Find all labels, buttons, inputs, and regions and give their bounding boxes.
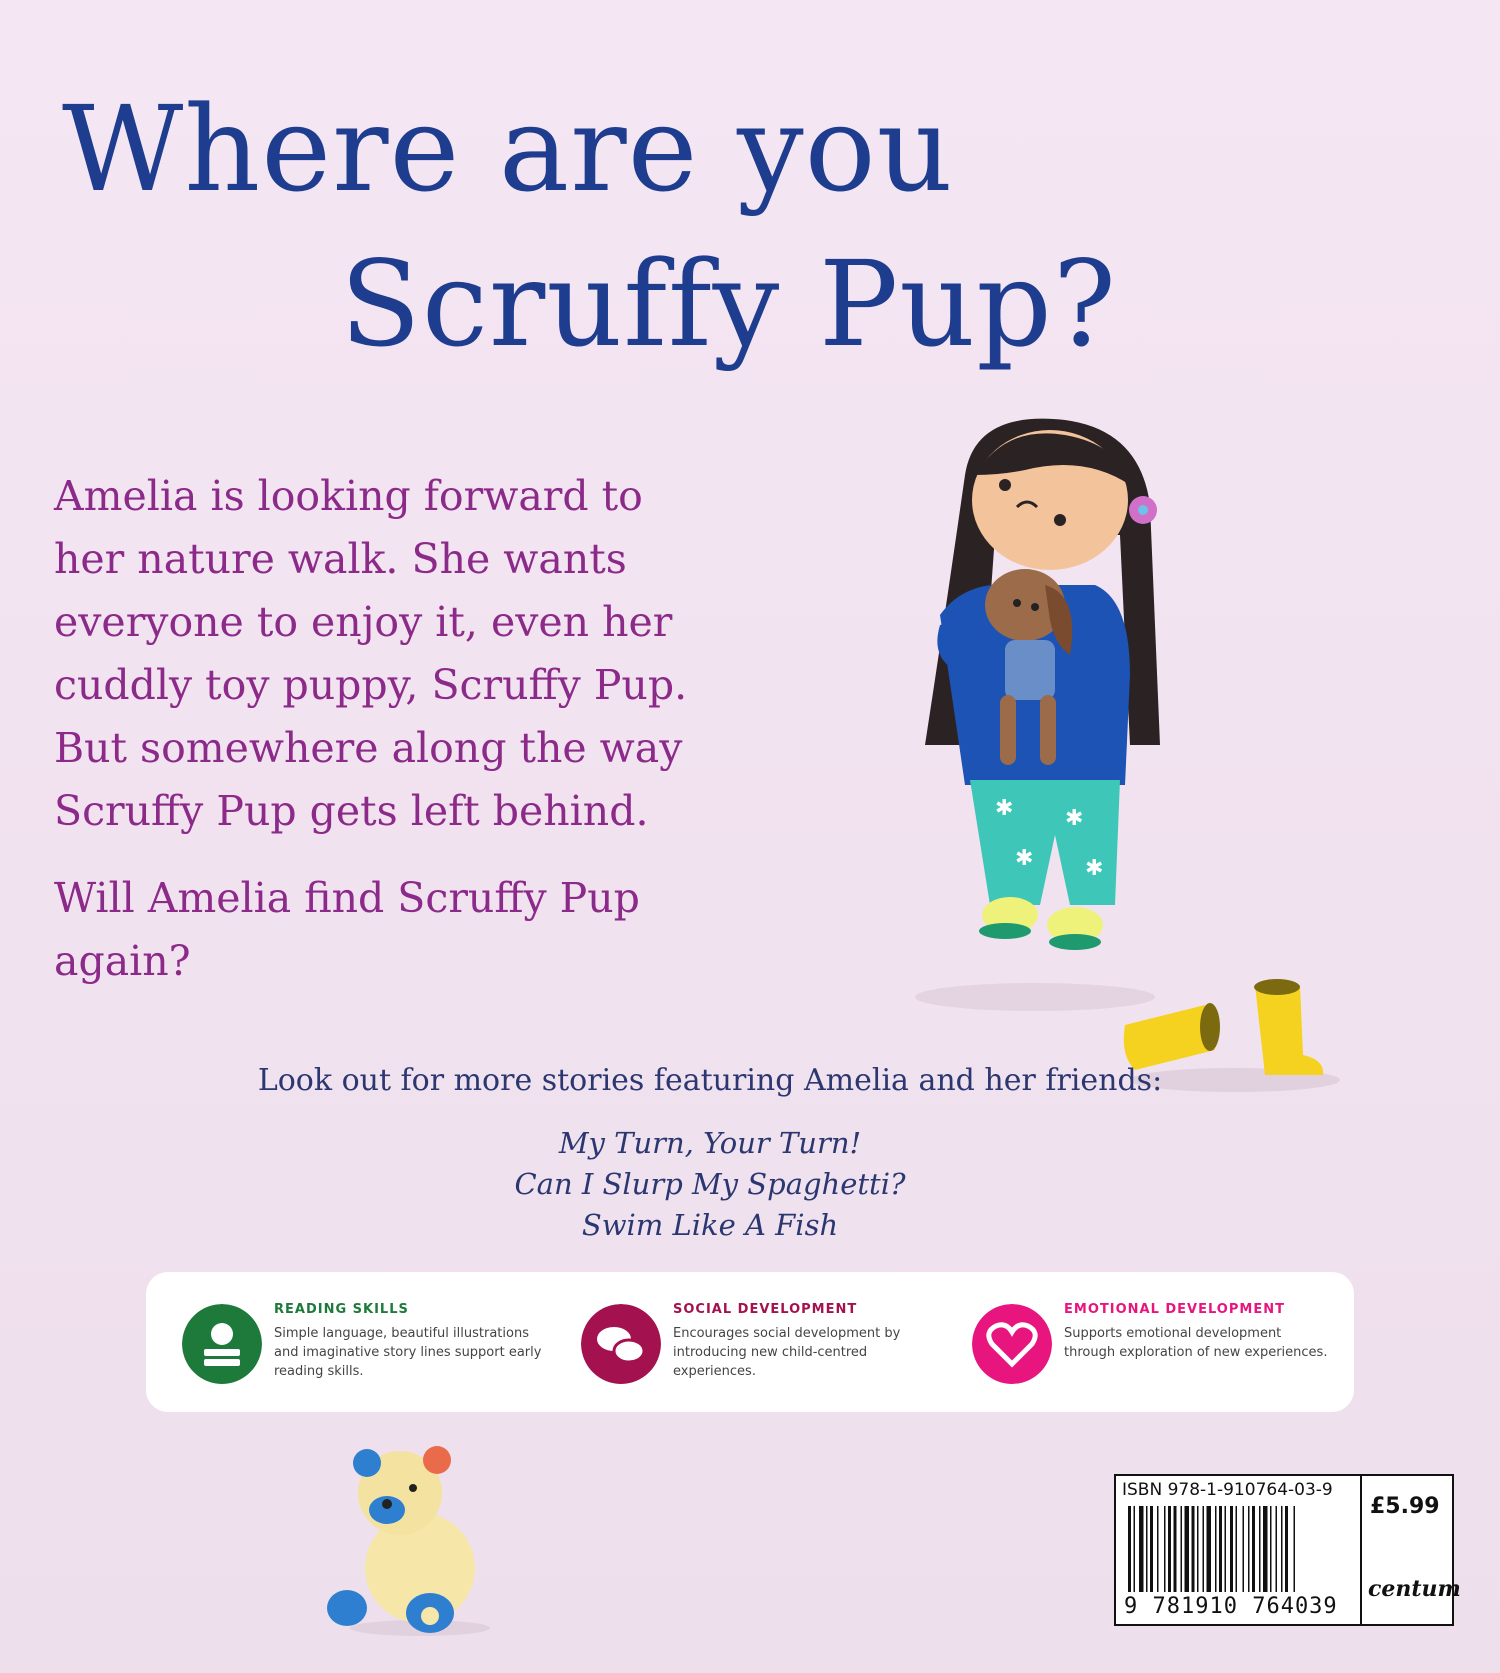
barcode-divider — [1360, 1476, 1362, 1624]
series-title-3: Swim Like A Fish — [581, 1208, 839, 1242]
blurb — [54, 465, 704, 1017]
blurb-paragraph-2: Will Amelia find Scruffy Pup again? — [54, 874, 640, 985]
heart-icon — [972, 1304, 1052, 1384]
isbn-number: ISBN 978-1-910764-03-9 — [1122, 1480, 1333, 1500]
barcode-panel — [1114, 1474, 1461, 1626]
feature-reading-title: READING SKILLS — [274, 1302, 409, 1317]
more-stories-heading: Look out for more stories featuring Amelia and her friends: — [257, 1063, 1163, 1098]
barcode-digits: 9 781910 764039 — [1124, 1594, 1338, 1619]
feature-emotional-description: Supports emotional development through exploration of new experiences. — [1064, 1326, 1328, 1360]
more-stories-list — [0, 1123, 1420, 1246]
blurb-paragraph-1: Amelia is looking forward to her nature walk. She wants everyone to enjoy it, even her cuddly toy puppy, Scruffy Pup. But somewhere along the way Scruffy Pup gets left behind. — [54, 472, 688, 835]
svg-text:✱: ✱ — [1065, 806, 1084, 831]
publisher-logo: centum — [1368, 1576, 1461, 1602]
features-panel — [146, 1272, 1354, 1412]
series-title-2: Can I Slurp My Spaghetti? — [514, 1167, 906, 1201]
feature-social-title: SOCIAL DEVELOPMENT — [673, 1302, 858, 1317]
svg-text:✱: ✱ — [1015, 846, 1034, 871]
teddy-bear-illustration — [325, 1438, 495, 1638]
speech-bubbles-icon — [581, 1304, 661, 1384]
svg-text:✱: ✱ — [995, 796, 1014, 821]
title-line-1: Where are you — [62, 80, 954, 218]
barcode-bars — [1128, 1506, 1354, 1592]
feature-social-description: Encourages social development by introducing new child-centred experiences. — [673, 1326, 901, 1379]
title-line-2: Scruffy Pup? — [340, 235, 1118, 373]
book-apple-icon — [182, 1304, 262, 1384]
price: £5.99 — [1370, 1494, 1440, 1519]
series-title-1: My Turn, Your Turn! — [558, 1126, 862, 1160]
svg-text:✱: ✱ — [1085, 856, 1104, 881]
girl-with-puppy-illustration — [905, 415, 1225, 1015]
feature-reading-description: Simple language, beautiful illustrations and imaginative story lines support early reading skills. — [274, 1326, 542, 1379]
feature-emotional-title: EMOTIONAL DEVELOPMENT — [1064, 1302, 1285, 1317]
